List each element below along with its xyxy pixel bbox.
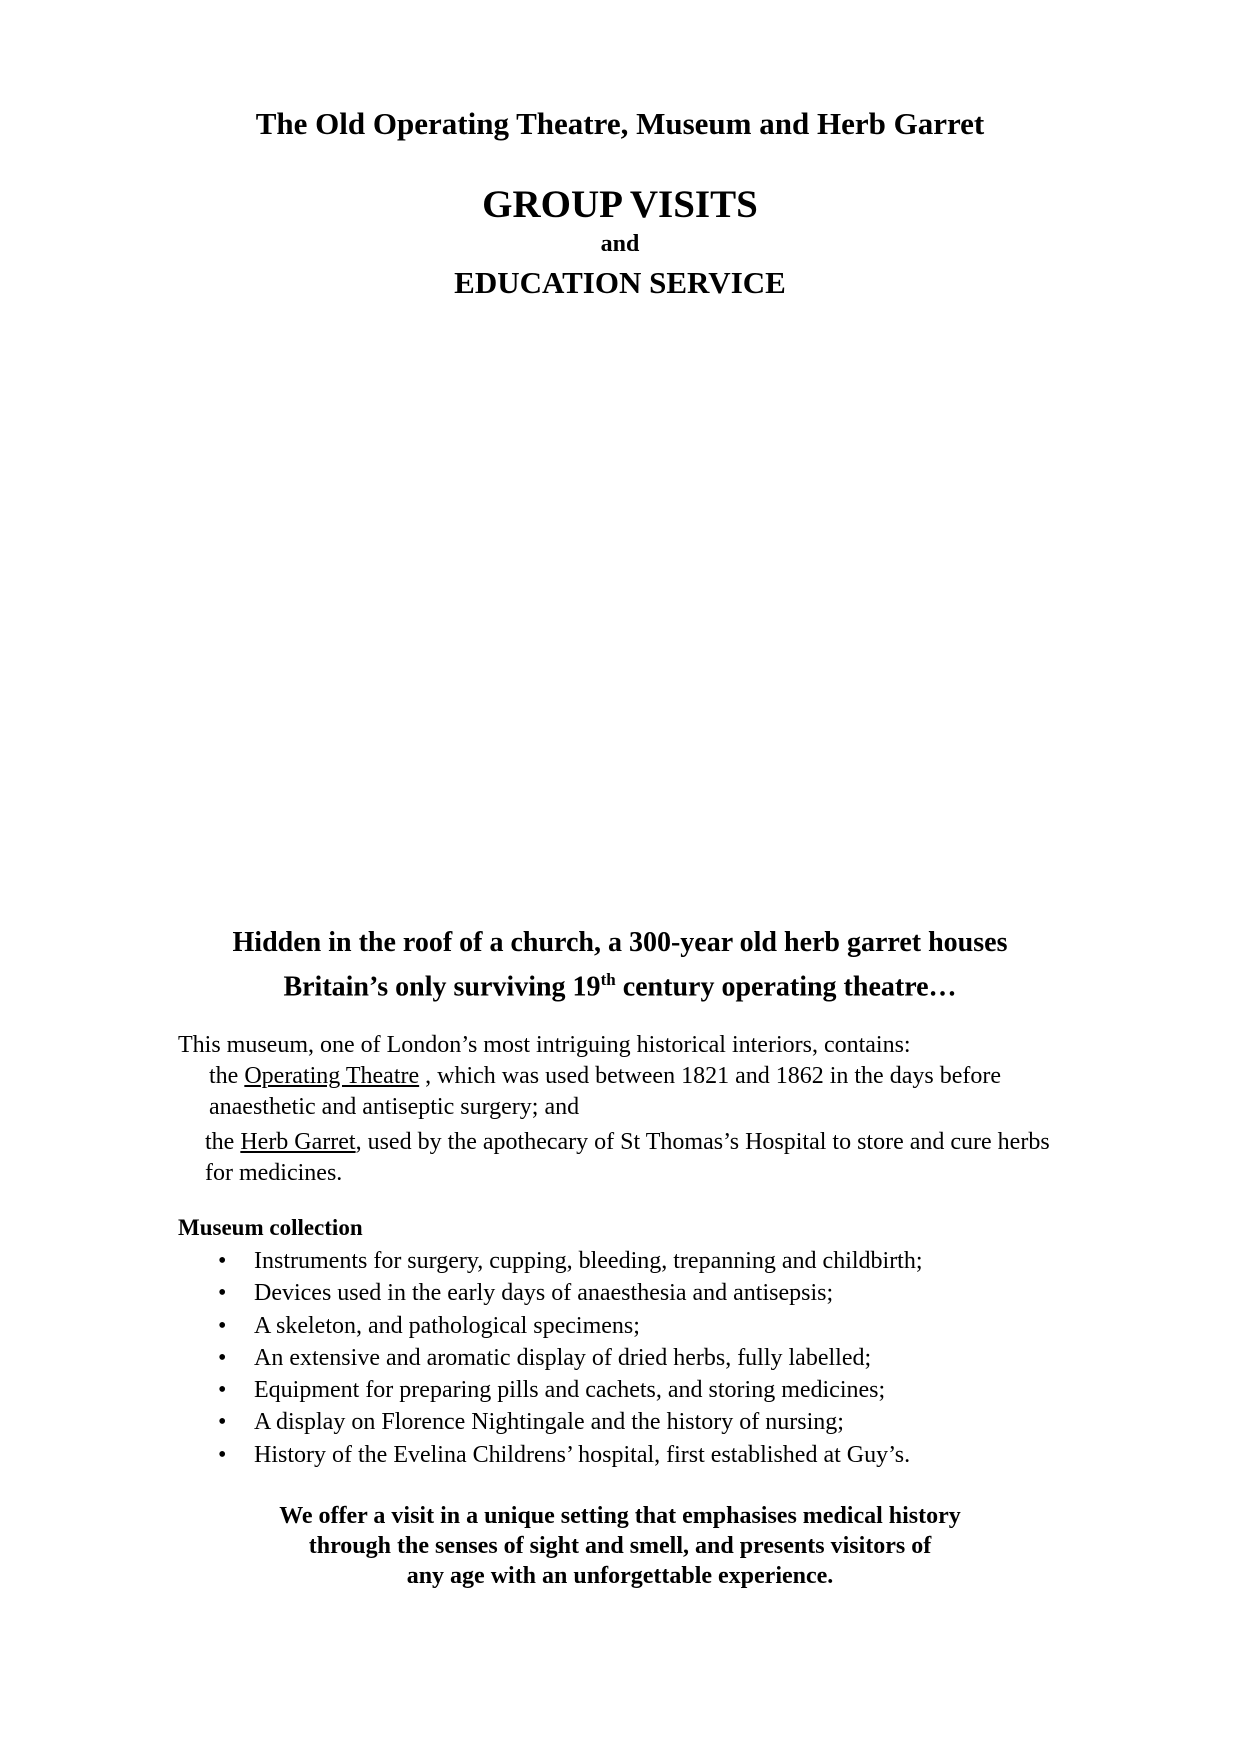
tagline-ordinal-suffix: th bbox=[600, 970, 616, 989]
closing-line-3: any age with an unforgettable experience. bbox=[406, 1563, 834, 1589]
education-service-heading: EDUCATION SERVICE bbox=[454, 265, 786, 300]
list-item-text: A skeleton, and pathological specimens; bbox=[254, 1312, 640, 1339]
list-item bbox=[178, 1277, 1078, 1309]
intro-item-text: , which was used between 1821 and 1862 in the days before anaesthetic and antiseptic surgery; and bbox=[209, 1063, 1001, 1120]
list-item bbox=[178, 1245, 1078, 1277]
bullet-icon: • bbox=[218, 1280, 227, 1307]
bullet-icon: • bbox=[218, 1344, 227, 1371]
bullet-icon: • bbox=[218, 1409, 227, 1436]
bullet-icon: • bbox=[218, 1312, 227, 1339]
collection-heading: Museum collection bbox=[178, 1215, 363, 1240]
list-item-text: Devices used in the early days of anaesthesia and antisepsis; bbox=[254, 1280, 834, 1307]
list-item-text: An extensive and aromatic display of dried herbs, fully labelled; bbox=[254, 1344, 872, 1371]
tagline-line-1: Hidden in the roof of a church, a 300-year old herb garret houses bbox=[232, 927, 1008, 958]
intro-item-prefix: the bbox=[209, 1063, 245, 1089]
collection-list bbox=[178, 1245, 1078, 1471]
bullet-icon: • bbox=[218, 1377, 227, 1404]
closing-statement bbox=[0, 1501, 1240, 1591]
operating-theatre-link[interactable]: Operating Theatre bbox=[244, 1063, 420, 1089]
closing-line-2: through the senses of sight and smell, and presents visitors of bbox=[308, 1533, 932, 1559]
intro-item-herb-garret bbox=[178, 1127, 1078, 1189]
list-item bbox=[178, 1439, 1078, 1471]
list-item bbox=[178, 1374, 1078, 1406]
list-item bbox=[178, 1406, 1078, 1438]
document-title: The Old Operating Theatre, Museum and Herb Garret bbox=[255, 106, 985, 141]
list-item-text: History of the Evelina Childrens’ hospital, first established at Guy’s. bbox=[254, 1441, 911, 1468]
bullet-icon: • bbox=[218, 1248, 227, 1274]
intro-item-text: , used by the apothecary of St Thomas’s Hospital to store and cure herbs for medicines. bbox=[205, 1129, 1050, 1186]
intro-paragraph bbox=[178, 1030, 1078, 1189]
heading-conjunction: and bbox=[600, 231, 640, 257]
bullet-icon: • bbox=[218, 1441, 227, 1468]
tagline bbox=[0, 924, 1240, 1005]
tagline-line-2 bbox=[0, 961, 1240, 1005]
group-visits-heading: GROUP VISITS bbox=[482, 183, 758, 226]
closing-line-1: We offer a visit in a unique setting that emphasises medical history bbox=[279, 1503, 961, 1529]
list-item-text: Instruments for surgery, cupping, bleeding, trepanning and childbirth; bbox=[254, 1248, 923, 1274]
intro-line: This museum, one of London’s most intriguing historical interiors, contains: bbox=[178, 1032, 911, 1058]
intro-item-prefix: the bbox=[205, 1129, 241, 1155]
tagline-line-2-end: century operating theatre… bbox=[615, 971, 957, 1003]
tagline-line-2-start: Britain’s only surviving 19 bbox=[283, 971, 601, 1003]
list-item-text: A display on Florence Nightingale and the history of nursing; bbox=[254, 1409, 844, 1436]
list-item bbox=[178, 1310, 1078, 1342]
herb-garret-link[interactable]: Herb Garret bbox=[240, 1129, 356, 1155]
list-item-text: Equipment for preparing pills and cachets, and storing medicines; bbox=[254, 1377, 886, 1404]
intro-item-operating-theatre bbox=[178, 1061, 1078, 1123]
list-item bbox=[178, 1342, 1078, 1374]
